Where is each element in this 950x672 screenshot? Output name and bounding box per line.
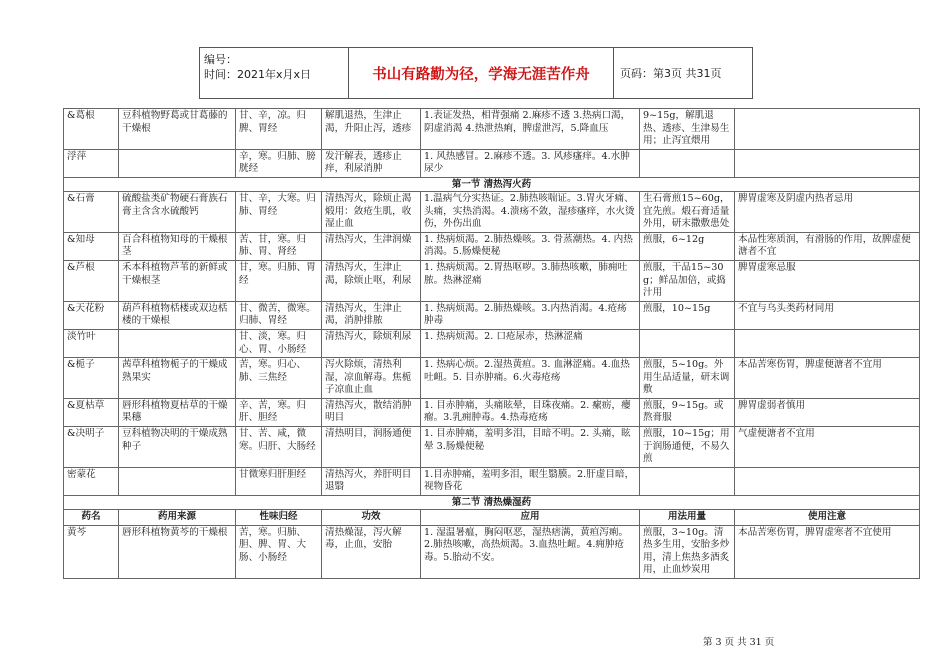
header-cell-dosage: 用法用量 — [640, 510, 735, 526]
cell-name: &栀子 — [64, 358, 119, 399]
table-row — [64, 398, 920, 426]
cell-caution: 脾胃虚寒忌服 — [735, 260, 920, 301]
cell-application: 1.目赤肿痛，羞明多泪，眼生翳膜。2.肝虚目暗，视物昏花 — [421, 467, 640, 495]
cell-dosage — [640, 467, 735, 495]
cell-source: 豆科植物决明的干燥成熟种子 — [119, 427, 236, 468]
cell-source: 豆科植物野葛或甘葛藤的干燥根 — [119, 109, 236, 150]
cell-effect: 清热明目，润肠通便 — [322, 427, 421, 468]
table-row — [64, 260, 920, 301]
cell-effect: 清热泻火，生津止渴，除烦止呕，利尿 — [322, 260, 421, 301]
cell-caution — [735, 329, 920, 357]
cell-nature: 苦、甘，寒。归肺、胃、肾经 — [236, 232, 322, 260]
page-header — [199, 47, 753, 99]
cell-name: &芦根 — [64, 260, 119, 301]
cell-caution — [735, 149, 920, 177]
cell-effect: 发汗解表，透疹止痒，利尿消肿 — [322, 149, 421, 177]
cell-nature: 甘，寒。归肺、胃经 — [236, 260, 322, 301]
table-row — [64, 191, 920, 232]
cell-dosage: 煎服，6~12g — [640, 232, 735, 260]
cell-application: 1. 目赤肿痛，羞明多泪，目暗不明。2. 头痛，眩晕 3.肠燥便秘 — [421, 427, 640, 468]
header-cell-nature: 性味归经 — [236, 510, 322, 526]
cell-caution — [735, 109, 920, 150]
cell-source: 百合科植物知母的干燥根茎 — [119, 232, 236, 260]
cell-nature: 辛、苦，寒。归肝、胆经 — [236, 398, 322, 426]
cell-source — [119, 149, 236, 177]
cell-effect: 清热泻火，散结消肿明目 — [322, 398, 421, 426]
header-time-label: 时间：2021年x月x日 — [204, 68, 312, 81]
cell-source: 硫酸盐类矿物硬石膏族石膏主含含水硫酸钙 — [119, 191, 236, 232]
cell-effect: 泻火除烦，清热利湿，凉血解毒。焦栀子凉血止血 — [322, 358, 421, 399]
cell-source: 葫芦科植物栝楼或双边栝楼的干燥根 — [119, 301, 236, 329]
header-cell-name: 药名 — [64, 510, 119, 526]
header-cell-caution: 使用注意 — [735, 510, 920, 526]
cell-name: 黄芩 — [64, 525, 119, 578]
cell-dosage: 生石膏煎15~60g，宜先煎。煅石膏适量外用，研末撒敷患处 — [640, 191, 735, 232]
cell-application: 1. 目赤肿痛，头痛眩晕，目珠夜痛。2. 瘰疬，瘿瘤。3.乳痈肿毒。4.热毒疮疡 — [421, 398, 640, 426]
cell-caution: 本品苦寒伤胃，脾虚便溏者不宜用 — [735, 358, 920, 399]
cell-name: &夏枯草 — [64, 398, 119, 426]
cell-effect: 清热泻火，生津润燥 — [322, 232, 421, 260]
header-page-label: 页码：第3页 共31页 — [620, 67, 722, 80]
cell-application: 1. 热病烦渴。2.胃热呕哕。3.肺热咳嗽，肺痈吐脓。热淋涩痛 — [421, 260, 640, 301]
cell-effect: 解肌退热，生津止渴，升阳止泻，透疹 — [322, 109, 421, 150]
cell-caution: 脾胃虚弱者慎用 — [735, 398, 920, 426]
cell-caution: 本品苦寒伤胃，脾胃虚寒者不宜使用 — [735, 525, 920, 578]
cell-application: 1. 热病烦渴。2. 口疮尿赤，热淋涩痛 — [421, 329, 640, 357]
cell-nature: 甘、苦、咸，微寒。归肝、大肠经 — [236, 427, 322, 468]
cell-source: 唇形科植物黄芩的干燥根 — [119, 525, 236, 578]
cell-effect: 清热泻火，除烦止渴 煅用：敛疮生肌，收湿止血 — [322, 191, 421, 232]
cell-source — [119, 329, 236, 357]
cell-caution: 脾胃虚寒及阴虚内热者忌用 — [735, 191, 920, 232]
cell-dosage: 煎服，3~10g。清热多生用，安胎多炒用，清上焦热多酒炙用，止血炒炭用 — [640, 525, 735, 578]
cell-application: 1. 热病烦渴。2.肺热燥咳。3. 骨蒸潮热。4. 内热消渴。5.肠燥便秘 — [421, 232, 640, 260]
table-row — [64, 358, 920, 399]
cell-nature: 辛，寒。归肺、膀胱经 — [236, 149, 322, 177]
cell-effect: 清热泻火，养肝明目退翳 — [322, 467, 421, 495]
cell-name: &天花粉 — [64, 301, 119, 329]
header-number-label: 编号： — [204, 53, 237, 66]
cell-caution: 气虚便溏者不宜用 — [735, 427, 920, 468]
cell-nature: 甘、辛，大寒。归肺、胃经 — [236, 191, 322, 232]
cell-dosage: 煎服，5~10g。外用生品适量，研末调敷 — [640, 358, 735, 399]
section-title: 第一节 清热泻火药 — [64, 177, 920, 191]
cell-name: &石膏 — [64, 191, 119, 232]
cell-source: 唇形科植物夏枯草的干燥果穗 — [119, 398, 236, 426]
cell-nature: 甘、微苦，微寒。归肺、胃经 — [236, 301, 322, 329]
table-row — [64, 149, 920, 177]
cell-dosage — [640, 329, 735, 357]
cell-dosage: 煎服，干品15~30g；鲜品加倍，或捣汁用 — [640, 260, 735, 301]
cell-dosage: 煎服，10~15g — [640, 301, 735, 329]
cell-name: 密蒙花 — [64, 467, 119, 495]
cell-name: &决明子 — [64, 427, 119, 468]
cell-application: 1. 湿温暑瘟，胸闷呕恶，湿热痞满，黄疸泻痢。2.肺热咳嗽，高热烦渴。3.血热吐衄。4.痈肿疮毒。5.胎动不安。 — [421, 525, 640, 578]
cell-source — [119, 467, 236, 495]
header-motto: 书山有路勤为径，学海无涯苦作舟 — [349, 48, 614, 98]
table-row — [64, 329, 920, 357]
section-row — [64, 496, 920, 510]
cell-nature: 甘微寒归肝胆经 — [236, 467, 322, 495]
cell-nature: 甘、辛，凉。归脾、胃经 — [236, 109, 322, 150]
header-meta — [200, 48, 349, 98]
header-cell-application: 应用 — [421, 510, 640, 526]
table-row — [64, 301, 920, 329]
cell-dosage — [640, 149, 735, 177]
table-row — [64, 232, 920, 260]
table-row — [64, 427, 920, 468]
cell-application: 1.表证发热，相背强痛 2.麻疹不透 3.热病口渴，阴虚消渴 4.热泄热痢，脾虚泄泻，5.降血压 — [421, 109, 640, 150]
column-header-row — [64, 510, 920, 526]
cell-application: 1. 风热感冒。2.麻疹不透。3. 风疹瘙痒。4.水肿尿少 — [421, 149, 640, 177]
cell-name: &葛根 — [64, 109, 119, 150]
cell-name: 淡竹叶 — [64, 329, 119, 357]
table-row — [64, 525, 920, 578]
cell-application: 1. 热病烦渴。2.肺热燥咳。3.内热消渴。4.疮疡肿毒 — [421, 301, 640, 329]
cell-dosage: 煎服，10~15g；用于润肠通便，不易久煎 — [640, 427, 735, 468]
section-row — [64, 177, 920, 191]
cell-nature: 苦，寒。归肺、胆、脾、胃、大肠、小肠经 — [236, 525, 322, 578]
table-row — [64, 109, 920, 150]
cell-name: &知母 — [64, 232, 119, 260]
cell-application: 1. 热病心烦。2.湿热黄疸。3. 血淋涩痛。4.血热吐衄。5. 目赤肿痛。6.火毒疮疡 — [421, 358, 640, 399]
cell-nature: 苦，寒。归心、肺、三焦经 — [236, 358, 322, 399]
cell-effect: 清热泻火，除烦利尿 — [322, 329, 421, 357]
table-row — [64, 467, 920, 495]
cell-caution: 本品性寒质润，有滑肠的作用，故脾虚便溏者不宜 — [735, 232, 920, 260]
cell-effect: 清热燥湿，泻火解毒，止血，安胎 — [322, 525, 421, 578]
cell-name: 浮萍 — [64, 149, 119, 177]
cell-nature: 甘、淡，寒。归心、胃、小肠经 — [236, 329, 322, 357]
header-cell-source: 药用来源 — [119, 510, 236, 526]
herb-table — [63, 108, 920, 579]
cell-caution — [735, 467, 920, 495]
cell-source: 禾本科植物芦苇的新鲜或干燥根茎 — [119, 260, 236, 301]
cell-source: 茜草科植物栀子的干燥成熟果实 — [119, 358, 236, 399]
cell-dosage: 煎服，9~15g。或熬膏服 — [640, 398, 735, 426]
header-cell-effect: 功效 — [322, 510, 421, 526]
section-title: 第二节 清热燥湿药 — [64, 496, 920, 510]
cell-dosage: 9~15g，解肌退热、透疹、生津易生用；止泻宜煨用 — [640, 109, 735, 150]
cell-caution: 不宜与乌头类药材同用 — [735, 301, 920, 329]
cell-effect: 清热泻火，生津止渴，消肿排脓 — [322, 301, 421, 329]
page-footer: 第 3 页 共 31 页 — [703, 637, 775, 648]
cell-application: 1.温病气分实热证。2.肺热咳喘证。3.胃火牙痛、头痛，实热消渴。4.溃疡不敛，湿疹瘙痒，水火烫伤，外伤出血 — [421, 191, 640, 232]
